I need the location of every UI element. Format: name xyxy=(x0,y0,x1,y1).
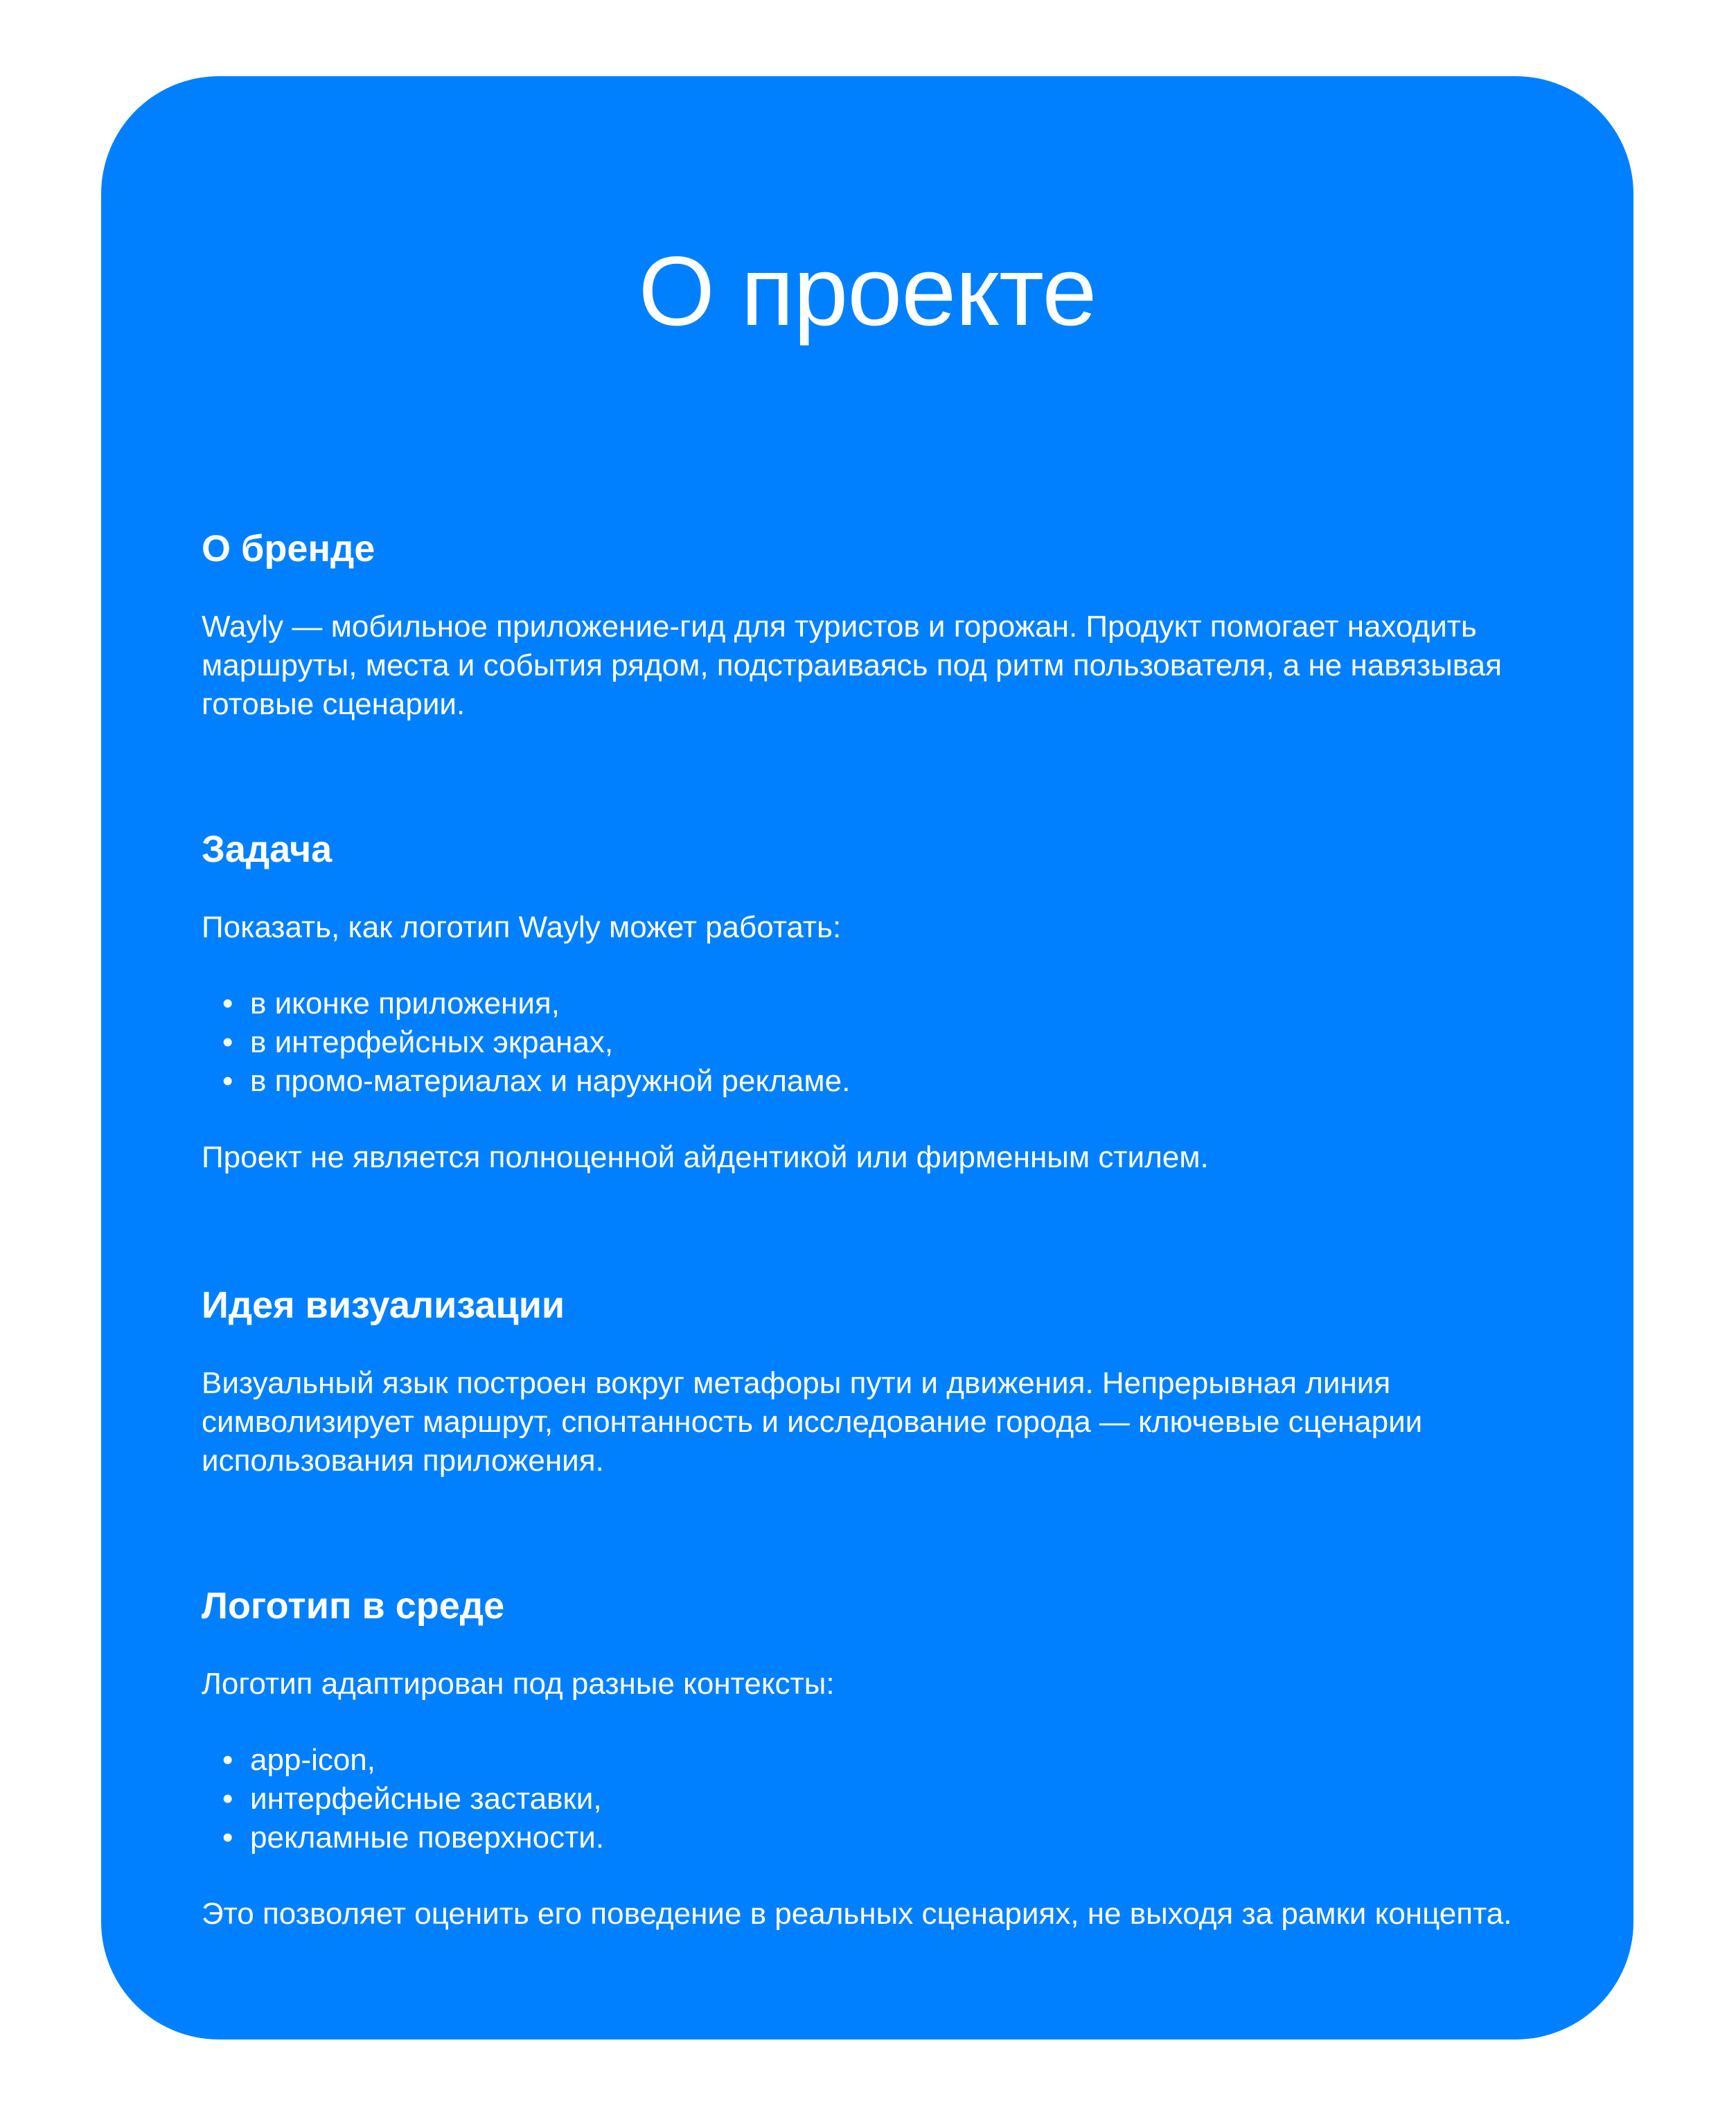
bullet-icon: • xyxy=(222,986,233,1020)
bullet-icon: • xyxy=(222,1025,233,1059)
logo-context-list xyxy=(202,1741,1559,1857)
logo-context-intro: Логотип адаптирован под разные контексты: xyxy=(202,1666,835,1701)
logo-context-outro: Это позволяет оценить его поведение в реальных сценариях, не выходя за рамки концепта. xyxy=(202,1896,1512,1931)
section-task xyxy=(202,827,1559,1177)
list-item: • в интерфейсных экранах, xyxy=(202,1023,1559,1062)
section-title-logo-context: Логотип в среде xyxy=(202,1585,505,1627)
list-item: • app-icon, xyxy=(202,1741,1559,1780)
bullet-icon: • xyxy=(222,1742,233,1777)
bullet-icon: • xyxy=(222,1820,233,1855)
section-logo-context xyxy=(202,1584,1559,1933)
list-item: • интерфейсные заставки, xyxy=(202,1780,1559,1818)
list-item: • в иконке приложения, xyxy=(202,984,1559,1023)
list-item: • в промо-материалах и наружной рекламе. xyxy=(202,1062,1559,1101)
page-title: О проекте xyxy=(638,236,1097,346)
brand-description: Wayly — мобильное приложение-гид для туристов и горожан. Продукт помогает находить маршруты, места и события рядом, подстраиваясь под ритм пользователя, а не навязывая готовые сценарии. xyxy=(202,609,1502,721)
section-visual-idea xyxy=(202,1283,1559,1480)
visual-idea-description: Визуальный язык построен вокруг метафоры пути и движения. Непрерывная линия символизирует маршрут, спонтанность и исследование города — ключевые сценарии использования приложения. xyxy=(202,1365,1423,1478)
bullet-icon: • xyxy=(222,1063,233,1098)
task-outro: Проект не является полноценной айдентикой или фирменным стилем. xyxy=(202,1140,1209,1174)
section-title-brand: О бренде xyxy=(202,528,375,569)
task-intro: Показать, как логотип Wayly может работать: xyxy=(202,910,842,944)
section-brand xyxy=(202,526,1559,724)
list-item: • рекламные поверхности. xyxy=(202,1818,1559,1857)
about-project-card xyxy=(101,76,1633,2039)
task-list xyxy=(202,984,1559,1101)
section-title-task: Задача xyxy=(202,829,333,870)
section-title-visual-idea: Идея визуализации xyxy=(202,1284,565,1326)
bullet-icon: • xyxy=(222,1781,233,1816)
